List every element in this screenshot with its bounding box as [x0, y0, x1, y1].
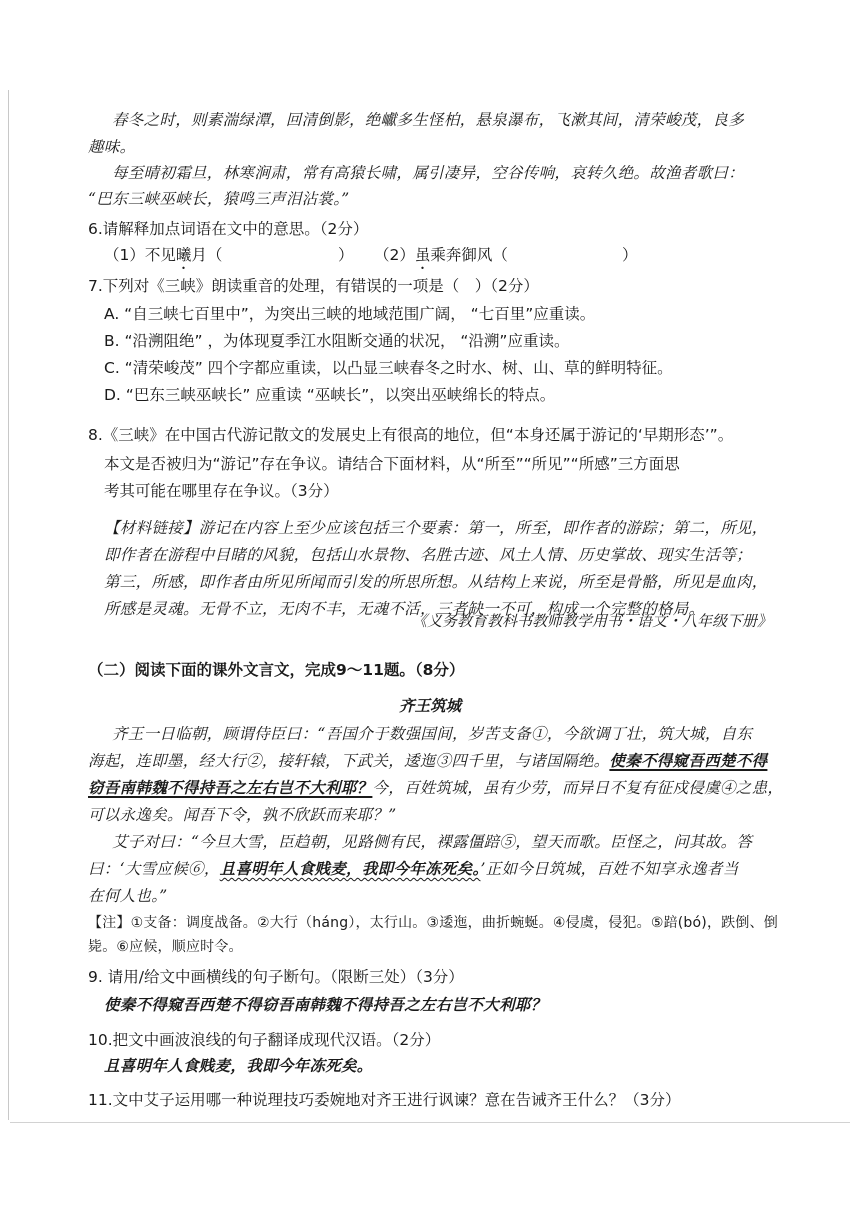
q6-item1: [104, 245, 222, 273]
q10-stem: 10.把文中画波浪线的句子翻译成现代汉语。（2分）: [88, 1031, 441, 1049]
q8-material-line3: 第三，所感，即作者由所见所闻而引发的所思所想。从结构上来说，所至是骨骼，所见是血肉，: [104, 573, 768, 591]
passage-p2-line1: 每至晴初霜旦，林寒涧肃，常有高猿长啸，属引凄异，空谷传响，哀转久绝。故渔者歌曰：: [112, 164, 745, 182]
q8-line1: 8.《三峡》在中国古代游记散文的发展史上有很高的地位，但“本身还属于游记的‘早期形态’”。: [88, 426, 734, 444]
q7-option-d: D. “巴东三峡巫峡长” 应重读 “巫峡长”，以突出巫峡绵长的特点。: [104, 386, 556, 404]
passage-title: 齐王筑城: [398, 696, 461, 715]
q7-stem: 7.下列对《三峡》朗读重音的处理，有错误的一项是（ ）（2分）: [88, 277, 539, 295]
q6-item1-dotted-word: 曦: [175, 246, 192, 264]
notes-line2: 毙。⑥应候，顺应时令。: [88, 939, 243, 955]
q6-stem: 6.请解释加点词语在文中的意思。（2分）: [88, 220, 369, 238]
q11-stem: 11.文中艾子运用哪一种说理技巧委婉地对齐王进行讽谏？意在告诫齐王什么？（3分）: [88, 1091, 681, 1109]
q6-item1-pre: （1）不见: [104, 246, 176, 264]
underlined-sentence-part2: 窃吾南韩魏不得持吾之左右岂不大利耶？: [88, 778, 373, 797]
q7-option-b: B. “沿溯阻绝” ，为体现夏季江水阻断交通的状况， “沿溯”应重读。: [104, 332, 570, 350]
q6-item2-dotted-word: 虽: [414, 246, 431, 264]
passage2-line2-text: 海起，连即墨，经大行②，接轩辕，下武关，逶迤③四千里，与诸国隔绝。: [88, 752, 610, 770]
q9-stem: 9. 请用/给文中画横线的句子断句。（限断三处）（3分）: [88, 968, 464, 986]
notes-line1: 【注】①支备：调度战备。②大行（háng），太行山。③逶迤，曲折蜿蜒。④侵虞，侵犯。⑤踣(bó)，跌倒、倒: [88, 915, 778, 931]
q9-sentence: 使秦不得窥吾西楚不得窃吾南韩魏不得持吾之左右岂不大利耶？: [104, 995, 547, 1014]
q7-option-a: A. “自三峡七百里中”，为突出三峡的地域范围广阔， “七百里”应重读。: [104, 305, 596, 323]
passage2-line5: 艾子对曰：“今旦大雪，臣趋朝，见路侧有民，裸露僵踣⑤，望天而歌。臣怪之，问其故。答: [112, 833, 753, 851]
q10-sentence: 且喜明年人食贱麦，我即今年冻死矣。: [104, 1056, 373, 1075]
q6-item2-close: ）: [622, 246, 638, 264]
q6-item2-pre: （2）: [374, 246, 415, 264]
passage2-line2: [88, 751, 767, 771]
q8-material-line1: 【材料链接】游记在内容上至少应该包括三个要素：第一，所至，即作者的游踪；第二，所见，: [104, 519, 768, 537]
passage2-line4: 可以永逸矣。闻吾下令，孰不欣跃而来耶？”: [88, 806, 397, 824]
q7-option-c: C. “清荣峻茂” 四个字都应重读，以凸显三峡春冬之时水、树、山、草的鲜明特征。: [104, 359, 673, 377]
passage2-line6-pre: 曰：‘大雪应候⑥，: [88, 860, 220, 878]
scan-edge-line: [8, 90, 9, 1120]
passage2-line7: 在何人也。”: [88, 887, 168, 905]
q8-material-line2: 即作者在游程中目睹的风貌，包括山水景物、名胜古迹、风土人情、历史掌故、现实生活等；: [104, 546, 752, 564]
page-bottom-rule: [10, 1122, 850, 1123]
q6-item1-close: ）: [338, 246, 354, 264]
passage2-line3: [88, 778, 783, 798]
passage-p1-line2: 趣味。: [88, 138, 136, 156]
q6-item2: [374, 245, 508, 273]
passage-p2-line2: “巴东三峡巫峡长，猿鸣三声泪沾裳。”: [88, 190, 350, 208]
passage2-line6: [88, 859, 739, 879]
q6-item2-post: 乘奔御风（: [430, 246, 508, 264]
wavy-underlined-sentence: 且喜明年人食贱麦，我即今年冻死矣。: [219, 859, 481, 878]
passage2-line3-text: 今，百姓筑城，虽有少劳，而异日不复有征戍侵虞④之患，: [372, 779, 784, 797]
passage2-line6-post: ’正如今日筑城，百姓不知享永逸者当: [480, 860, 739, 878]
q8-material-line4: 所感是灵魂。无骨不立，无肉不丰，无魂不活，三者缺一不可，构成一个完整的格局。: [104, 600, 705, 618]
q8-line2: 本文是否被归为“游记”存在争议。请结合下面材料，从“所至”“所见”“所感”三方面思: [104, 455, 680, 473]
q8-material-source: 《义务教育教科书教师教学用书・语文・八年级下册》: [411, 612, 772, 630]
q6-item1-post: 月（: [191, 246, 223, 264]
q8-line3: 考其可能在哪里存在争议。（3分）: [104, 482, 339, 500]
section2-heading: （二）阅读下面的课外文言文，完成9～11题。（8分）: [88, 661, 465, 679]
passage2-line1: 齐王一日临朝，顾谓侍臣曰：“吾国介于数强国间，岁苦支备①，今欲调丁壮，筑大城，自东: [112, 725, 753, 743]
underlined-sentence-part1: 使秦不得窥吾西楚不得: [609, 751, 768, 770]
passage-p1-line1: 春冬之时，则素湍绿潭，回清倒影，绝巘多生怪柏，悬泉瀑布，飞漱其间，清荣峻茂，良多: [112, 111, 745, 129]
